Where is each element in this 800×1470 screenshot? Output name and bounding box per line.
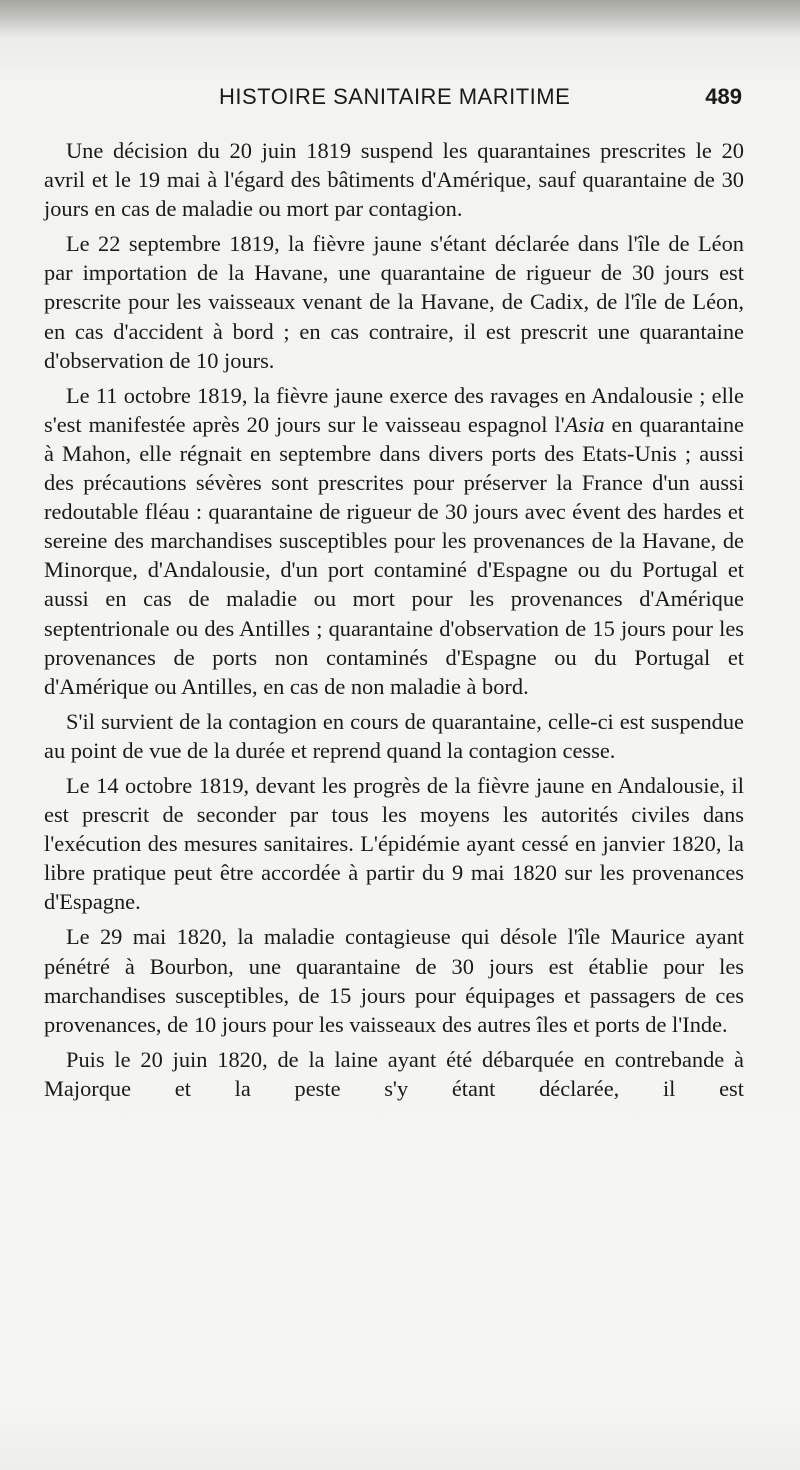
running-head <box>44 84 744 118</box>
ship-name: Asia <box>564 411 605 437</box>
paragraph: S'il survient de la contagion en cours de quarantaine, celle-ci est suspendue au point de vue de la durée et reprend quand la contagion cesse. <box>44 708 744 763</box>
paragraph: Puis le 20 juin 1820, de la laine ayant été débarquée en contrebande à Majorque et la peste s'y étant déclarée, il est <box>44 1046 744 1101</box>
paragraph <box>44 381 744 701</box>
paragraph-text: Le 11 octobre 1819, la fièvre jaune exerce des ravages en Andalousie ; elle s'est manifestée après 20 jours sur le vaisseau espagnol l' <box>44 382 744 437</box>
paragraph: Une décision du 20 juin 1819 suspend les quarantaines prescrites le 20 avril et le 19 mai à l'égard des bâtiments d'Amérique, sauf quarantaine de 30 jours en cas de maladie ou mort par contagion. <box>44 138 744 222</box>
body-text <box>44 136 744 1103</box>
paragraph: Le 22 septembre 1819, la fièvre jaune s'étant déclarée dans l'île de Léon par importation de la Havane, une quarantaine de rigueur de 30 jours est prescrite pour les vaisseaux venant de la Havane, de Cadix, de l'île de Léon, en cas d'accident à bord ; en cas contraire, il est prescrit une quarantaine d'observation de 10 jours. <box>44 231 744 373</box>
page-number: 489 <box>705 84 742 109</box>
running-title: HISTOIRE SANITAIRE MARITIME <box>219 84 571 109</box>
paragraph: Le 29 mai 1820, la maladie contagieuse qui désole l'île Maurice ayant pénétré à Bourbon, une quarantaine de 30 jours est établie pour les marchandises susceptibles, de 15 jours pour équipages et passagers de ces provenances, de 10 jours pour les vaisseaux des autres îles et ports de l'Inde. <box>44 924 744 1037</box>
paragraph: Le 14 octobre 1819, devant les progrès de la fièvre jaune en Andalousie, il est prescrit de seconder par tous les moyens les autorités civiles dans l'exécution des mesures sanitaires. L'épidémie ayant cessé en janvier 1820, la libre pratique peut être accordée à partir du 9 mai 1820 sur les provenances d'Espagne. <box>44 772 744 915</box>
paragraph-text: en quarantaine à Mahon, elle régnait en septembre dans divers ports des Etats-Unis ; aussi des précautions sévères sont prescrites pour préserver la France d'un aussi redoutable fléau : quarantaine de rigueur de 30 jours avec évent des hardes et sereine des marchandises susceptibles pour les provenances de la Havane, de Minorque, d'Andalousie, d'un port contaminé d'Espagne ou du Portugal et aussi en cas de maladie ou mort pour les provenances d'Amérique septentrionale ou des Antilles ; quarantaine d'observation de 15 jours pour les provenances de ports non contaminés d'Espagne ou du Portugal et d'Amérique ou Antilles, en cas de non maladie à bord. <box>44 411 744 699</box>
